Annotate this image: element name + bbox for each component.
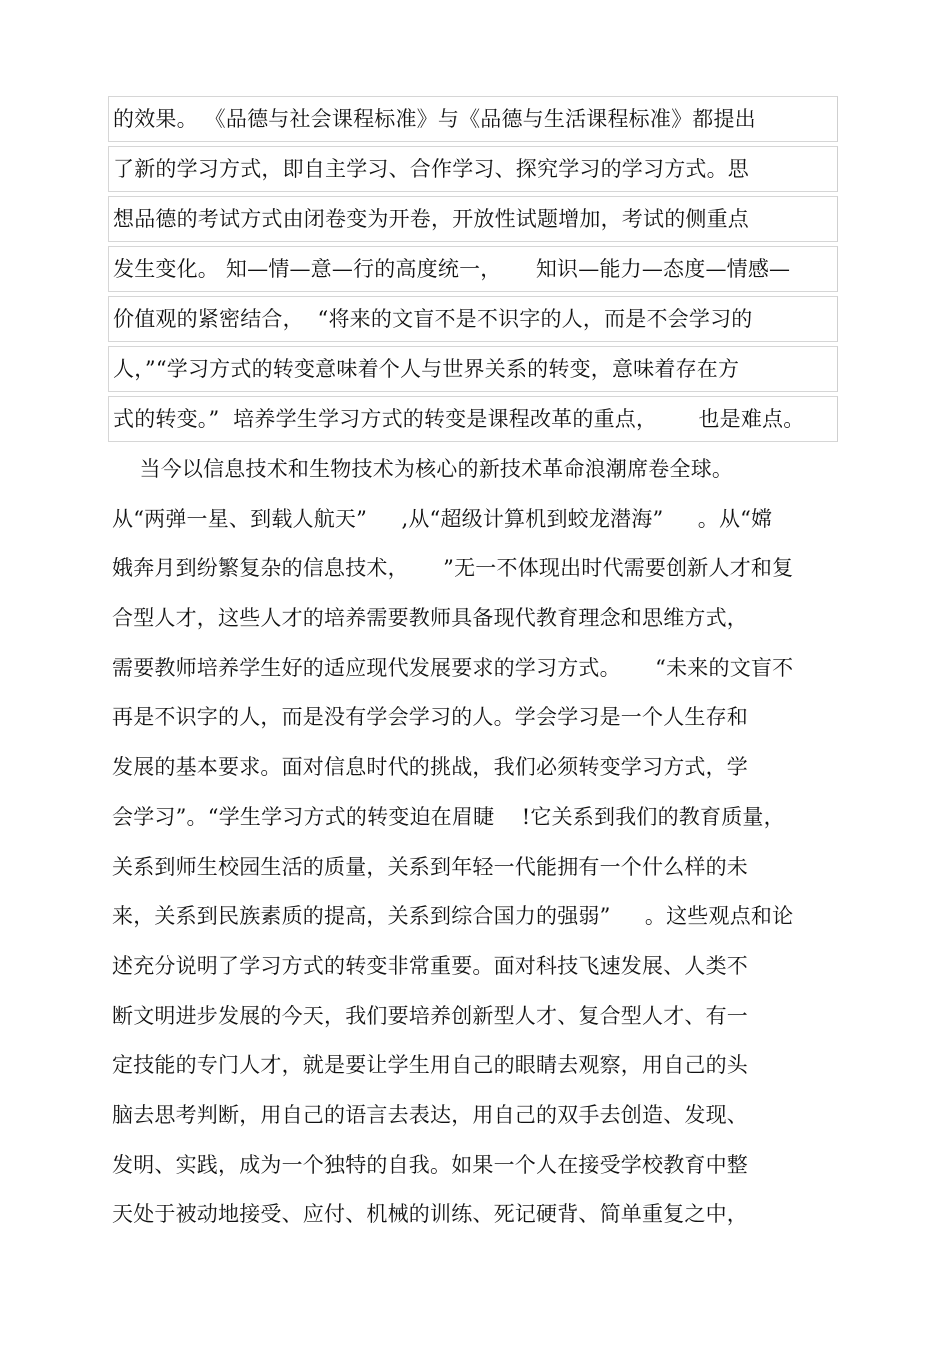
line-text: 了新的学习方式，即自主学习、合作学习、探究学习的学习方式。思 <box>113 157 749 181</box>
boxed-line <box>108 146 838 192</box>
boxed-line <box>108 246 838 292</box>
boxed-line <box>108 396 838 442</box>
paragraph-line: 从“两弹一星、到载人航天” ,从“超级计算机到蛟龙潜海” 。从“嫦 <box>112 506 773 531</box>
paragraph-line: 断文明进步发展的今天，我们要培养创新型人才、复合型人才、有一 <box>112 1003 748 1028</box>
paragraph-line: 合型人才，这些人才的培养需要教师具备现代教育理念和思维方式， <box>112 606 748 631</box>
line-text: 的效果。 《品德与社会课程标准》与《品德与生活课程标准》都提出 <box>113 107 756 131</box>
paragraph-line: 会学习”。“学生学习方式的转变迫在眉睫 !它关系到我们的教育质量， <box>112 804 785 829</box>
paragraph-line: 脑去思考判断，用自己的语言去表达，用自己的双手去创造、发现、 <box>112 1102 748 1127</box>
paragraph-line: 述充分说明了学习方式的转变非常重要。面对科技飞速发展、人类不 <box>112 953 748 978</box>
line-text: 价值观的紧密结合， “将来的文盲不是不识字的人，而是不会学习的 <box>113 307 753 331</box>
boxed-line <box>108 196 838 242</box>
line-text: 式的转变。” 培养学生学习方式的转变是课程改革的重点， 也是难点。 <box>113 407 805 431</box>
paragraph-line: 定技能的专门人才，就是要让学生用自己的眼睛去观察，用自己的头 <box>112 1053 748 1078</box>
boxed-line <box>108 96 838 142</box>
line-text: 想品德的考试方式由闭卷变为开卷，开放性试题增加，考试的侧重点 <box>113 207 749 231</box>
paragraph-line: 天处于被动地接受、应付、机械的训练、死记硬背、简单重复之中， <box>112 1202 748 1227</box>
paragraph-line: 再是不识字的人，而是没有学会学习的人。学会学习是一个人生存和 <box>112 705 748 730</box>
paragraph-line: 当今以信息技术和生物技术为核心的新技术革命浪潮席卷全球。 <box>112 457 734 481</box>
paragraph-line: 来，关系到民族素质的提高，关系到综合国力的强弱” 。这些观点和论 <box>112 904 794 929</box>
boxed-line <box>108 346 838 392</box>
paragraph-line: 发明、实践，成为一个独特的自我。如果一个人在接受学校教育中整 <box>112 1152 748 1177</box>
paragraph-line: 发展的基本要求。面对信息时代的挑战，我们必须转变学习方式，学 <box>112 755 748 780</box>
boxed-paragraph <box>108 96 838 446</box>
line-text: 人，”“学习方式的转变意味着个人与世界关系的转变，意味着存在方 <box>113 357 740 381</box>
boxed-line <box>108 296 838 342</box>
line-text: 发生变化。 知—情—意—行的高度统一， 知识—能力—态度—情感— <box>113 257 791 281</box>
paragraph-line: 需要教师培养学生好的适应现代发展要求的学习方式。 “未来的文盲不 <box>112 655 794 680</box>
paragraph-line: 关系到师生校园生活的质量，关系到年轻一代能拥有一个什么样的未 <box>112 854 748 879</box>
body-paragraph <box>112 454 852 1249</box>
paragraph-line: 娥奔月到纷繁复杂的信息技术， ”无一不体现出时代需要创新人才和复 <box>112 556 794 581</box>
